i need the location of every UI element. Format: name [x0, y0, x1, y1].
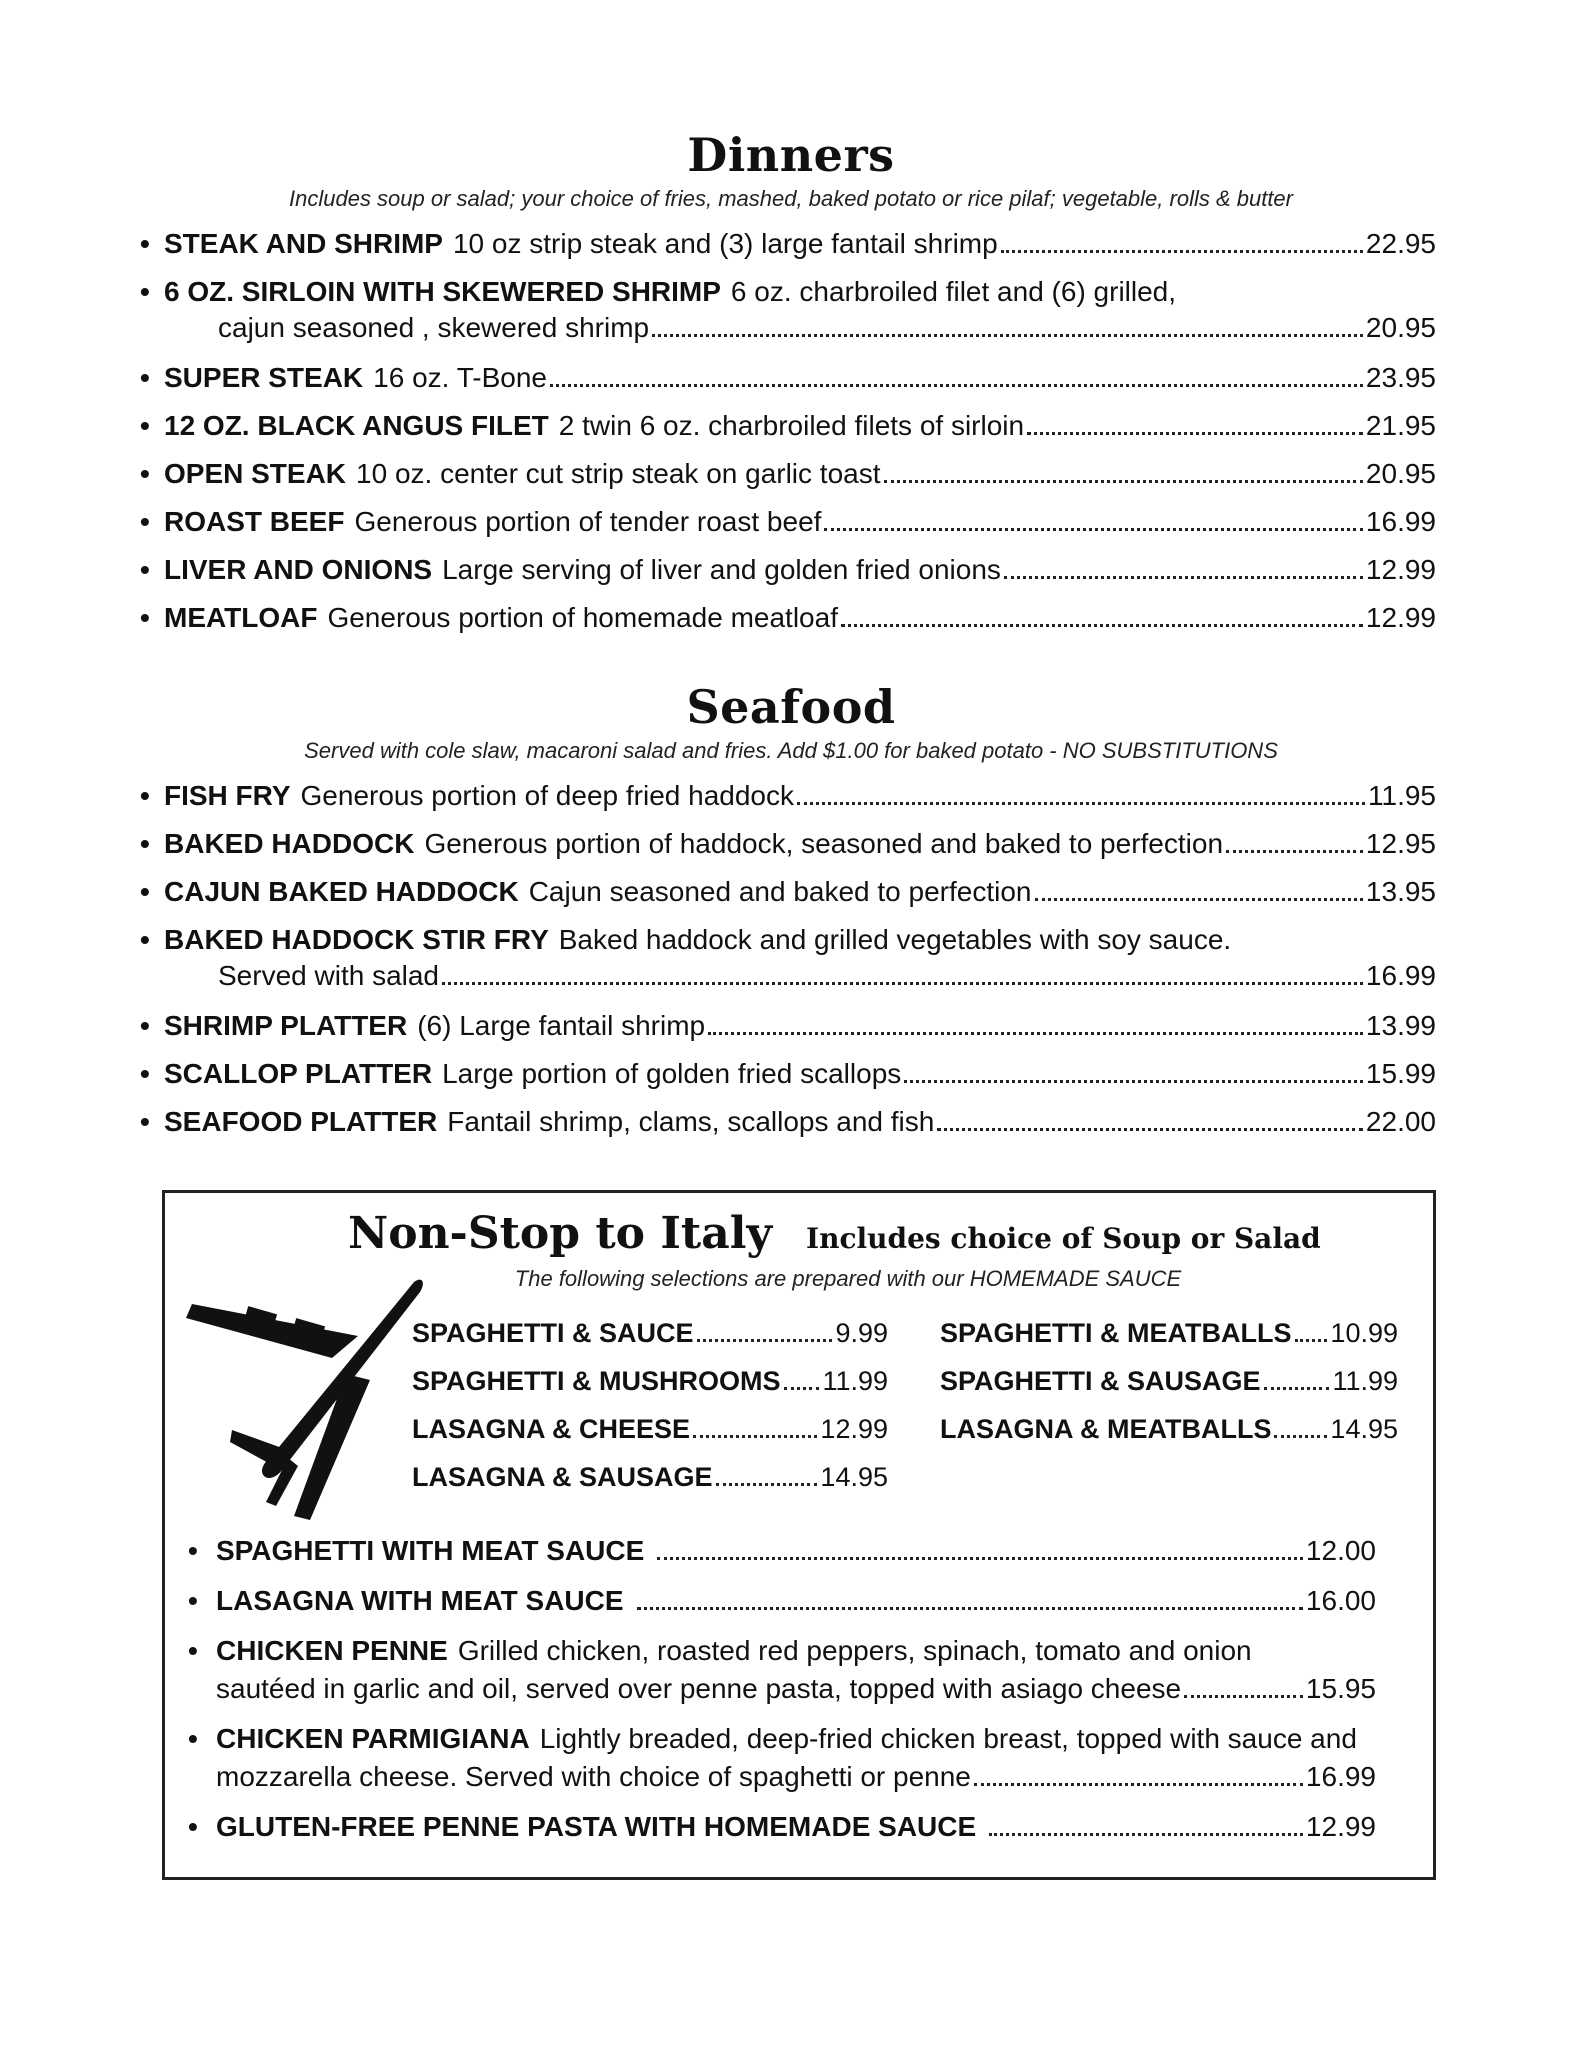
dot-leader: [652, 334, 1363, 337]
item-name: SPAGHETTI & SAUCE: [412, 1318, 694, 1348]
item-name: STEAK AND SHRIMP: [164, 228, 443, 259]
dinners-subtitle: Includes soup or salad; your choice of fries, mashed, baked potato or rice pilaf; vegetable, rolls & butter: [289, 186, 1293, 211]
item-name: MEATLOAF: [164, 602, 318, 633]
item-description: Large portion of golden fried scallops: [442, 1058, 902, 1089]
dot-leader: [1295, 1339, 1328, 1342]
item-description: Baked haddock and grilled vegetables with soy sauce.: [558, 924, 1232, 955]
seafood-subtitle: Served with cole slaw, macaroni salad and fries. Add $1.00 for baked potato - NO SUBSTITUTIONS: [304, 738, 1278, 763]
dot-leader: [989, 1833, 1303, 1836]
item-name: SPAGHETTI WITH MEAT SAUCE: [216, 1535, 645, 1566]
item-name: ROAST BEEF: [164, 506, 345, 537]
bullet-icon: •: [188, 1635, 198, 1666]
grid-menu-item: [940, 1364, 1398, 1398]
dot-leader: [841, 624, 1363, 627]
dot-leader: [1226, 850, 1363, 853]
item-price: 21.95: [1365, 410, 1436, 441]
menu-item: [140, 456, 1436, 492]
item-name: SPAGHETTI & MUSHROOMS: [412, 1366, 781, 1396]
italy-subtitle: The following selections are prepared with our HOMEMADE SAUCE: [514, 1266, 1182, 1291]
dot-leader: [974, 1783, 1303, 1786]
dot-leader: [784, 1387, 820, 1390]
item-description: 6 oz. charbroiled filet and (6) grilled,: [730, 276, 1177, 307]
grid-menu-item: [412, 1460, 888, 1494]
dot-leader: [550, 384, 1363, 387]
menu-item: [140, 1056, 1436, 1092]
bullet-icon: •: [140, 362, 150, 393]
dot-leader: [1264, 1387, 1330, 1390]
dot-leader: [697, 1339, 833, 1342]
menu-item: [140, 274, 1436, 346]
item-name: SCALLOP PLATTER: [164, 1058, 433, 1089]
item-name: LIVER AND ONIONS: [164, 554, 433, 585]
item-name: BAKED HADDOCK STIR FRY: [164, 924, 549, 955]
bullet-icon: •: [140, 458, 150, 489]
dot-leader: [824, 528, 1362, 531]
item-description: Fantail shrimp, clams, scallops and fish: [447, 1106, 935, 1137]
dot-leader: [693, 1435, 817, 1438]
item-price: 15.99: [1365, 1058, 1436, 1089]
menu-item: [140, 360, 1436, 396]
menu-item: [188, 1582, 1376, 1620]
bullet-icon: •: [140, 924, 150, 955]
item-description: Generous portion of haddock, seasoned and baked to perfection: [424, 828, 1224, 859]
item-name: 12 OZ. BLACK ANGUS FILET: [164, 410, 549, 441]
dinners-title: Dinners: [687, 128, 895, 182]
bullet-icon: •: [140, 876, 150, 907]
dot-leader: [708, 1032, 1363, 1035]
bullet-icon: •: [140, 780, 150, 811]
dot-leader: [1001, 250, 1363, 253]
grid-menu-item: [412, 1412, 888, 1446]
item-name: LASAGNA WITH MEAT SAUCE: [216, 1585, 624, 1616]
menu-item: [188, 1632, 1376, 1708]
item-price: 12.00: [1305, 1535, 1376, 1566]
item-name: OPEN STEAK: [164, 458, 347, 489]
menu-item: [140, 1104, 1436, 1140]
item-description: Generous portion of tender roast beef: [354, 506, 822, 537]
bullet-icon: •: [140, 1106, 150, 1137]
item-name: SPAGHETTI & MEATBALLS: [940, 1318, 1292, 1348]
dot-leader: [716, 1483, 818, 1486]
item-description: Generous portion of deep fried haddock: [300, 780, 794, 811]
italy-title-sub: Includes choice of Soup or Salad: [806, 1222, 1321, 1255]
item-price: 15.95: [1305, 1673, 1376, 1704]
item-price: 12.95: [1365, 828, 1436, 859]
item-description: Large serving of liver and golden fried onions: [442, 554, 1001, 585]
dot-leader: [442, 982, 1363, 985]
airplane-icon: [186, 1270, 426, 1520]
bullet-icon: •: [188, 1585, 198, 1616]
dot-leader: [797, 802, 1365, 805]
item-name: SEAFOOD PLATTER: [164, 1106, 438, 1137]
item-name: 6 OZ. SIRLOIN WITH SKEWERED SHRIMP: [164, 276, 721, 307]
item-name: BAKED HADDOCK: [164, 828, 415, 859]
menu-item: [188, 1808, 1376, 1846]
dot-leader: [1274, 1435, 1327, 1438]
item-name: SHRIMP PLATTER: [164, 1010, 408, 1041]
grid-menu-item: [412, 1316, 888, 1350]
item-name: CAJUN BAKED HADDOCK: [164, 876, 519, 907]
item-description: Grilled chicken, roasted red peppers, spinach, tomato and onion: [457, 1635, 1252, 1666]
item-description-cont: cajun seasoned , skewered shrimp: [218, 312, 650, 343]
item-description: Cajun seasoned and baked to perfection: [528, 876, 1032, 907]
item-price: 10.99: [1330, 1318, 1398, 1348]
menu-item: [140, 552, 1436, 588]
menu-item: [140, 600, 1436, 636]
menu-item: [140, 226, 1436, 262]
bullet-icon: •: [140, 1010, 150, 1041]
seafood-title: Seafood: [686, 680, 896, 734]
item-price: 12.99: [820, 1414, 888, 1444]
dot-leader: [657, 1557, 1303, 1560]
dot-leader: [1027, 432, 1363, 435]
item-name: CHICKEN PARMIGIANA: [216, 1723, 530, 1754]
grid-menu-item: [940, 1412, 1398, 1446]
dot-leader: [884, 480, 1363, 483]
bullet-icon: •: [188, 1723, 198, 1754]
menu-item: [140, 1008, 1436, 1044]
menu-item: [140, 826, 1436, 862]
item-name: LASAGNA & MEATBALLS: [940, 1414, 1272, 1444]
item-price: 13.99: [1365, 1010, 1436, 1041]
item-description: Generous portion of homemade meatloaf: [327, 602, 838, 633]
item-name: CHICKEN PENNE: [216, 1635, 448, 1666]
menu-item: [188, 1720, 1376, 1796]
italy-title: Non-Stop to Italy: [348, 1208, 773, 1259]
item-description: 10 oz strip steak and (3) large fantail shrimp: [452, 228, 998, 259]
item-price: 22.95: [1365, 228, 1436, 259]
item-name: SUPER STEAK: [164, 362, 364, 393]
item-price: 13.95: [1365, 876, 1436, 907]
item-description: 16 oz. T-Bone: [373, 362, 547, 393]
bullet-icon: •: [140, 554, 150, 585]
item-price: 12.99: [1365, 554, 1436, 585]
item-price: 14.95: [1330, 1414, 1398, 1444]
item-price: 11.95: [1368, 780, 1436, 811]
item-price: 16.99: [1305, 1761, 1376, 1792]
item-name: LASAGNA & CHEESE: [412, 1414, 691, 1444]
grid-menu-item: [412, 1364, 888, 1398]
bullet-icon: •: [140, 228, 150, 259]
menu-item: [140, 504, 1436, 540]
item-description: 10 oz. center cut strip steak on garlic toast: [356, 458, 881, 489]
menu-item: [140, 874, 1436, 910]
bullet-icon: •: [188, 1811, 198, 1842]
item-name: GLUTEN-FREE PENNE PASTA WITH HOMEMADE SAUCE: [216, 1811, 977, 1842]
item-description: Lightly breaded, deep-fried chicken breast, topped with sauce and: [539, 1723, 1357, 1754]
item-description: (6) Large fantail shrimp: [417, 1010, 706, 1041]
bullet-icon: •: [140, 276, 150, 307]
item-price: 12.99: [1365, 602, 1436, 633]
item-price: 20.95: [1365, 312, 1436, 343]
item-price: 9.99: [835, 1318, 888, 1348]
dot-leader: [937, 1128, 1363, 1131]
item-price: 14.95: [820, 1462, 888, 1492]
bullet-icon: •: [140, 506, 150, 537]
item-name: SPAGHETTI & SAUSAGE: [940, 1366, 1261, 1396]
menu-item: [140, 778, 1436, 814]
item-price: 16.00: [1305, 1585, 1376, 1616]
item-price: 16.99: [1365, 960, 1436, 991]
item-price: 12.99: [1305, 1811, 1376, 1842]
item-description-cont: sautéed in garlic and oil, served over penne pasta, topped with asiago cheese: [216, 1673, 1182, 1704]
dot-leader: [904, 1080, 1363, 1083]
dot-leader: [1184, 1695, 1303, 1698]
item-price: 11.99: [822, 1366, 888, 1396]
grid-menu-item: [940, 1316, 1398, 1350]
menu-item: [140, 408, 1436, 444]
item-price: 23.95: [1365, 362, 1436, 393]
item-price: 22.00: [1365, 1106, 1436, 1137]
bullet-icon: •: [140, 828, 150, 859]
dot-leader: [1035, 898, 1363, 901]
dot-leader: [1004, 576, 1363, 579]
item-description-cont: mozzarella cheese. Served with choice of spaghetti or penne: [216, 1761, 971, 1792]
bullet-icon: •: [140, 1058, 150, 1089]
item-name: FISH FRY: [164, 780, 291, 811]
item-price: 16.99: [1365, 506, 1436, 537]
item-price: 20.95: [1365, 458, 1436, 489]
item-price: 11.99: [1332, 1366, 1398, 1396]
item-description-cont: Served with salad: [218, 960, 440, 991]
menu-item: [188, 1532, 1376, 1570]
bullet-icon: •: [140, 410, 150, 441]
item-description: 2 twin 6 oz. charbroiled filets of sirloin: [558, 410, 1025, 441]
bullet-icon: •: [140, 602, 150, 633]
dot-leader: [637, 1607, 1303, 1610]
item-name: LASAGNA & SAUSAGE: [412, 1462, 713, 1492]
menu-item: [140, 922, 1436, 994]
bullet-icon: •: [188, 1535, 198, 1566]
